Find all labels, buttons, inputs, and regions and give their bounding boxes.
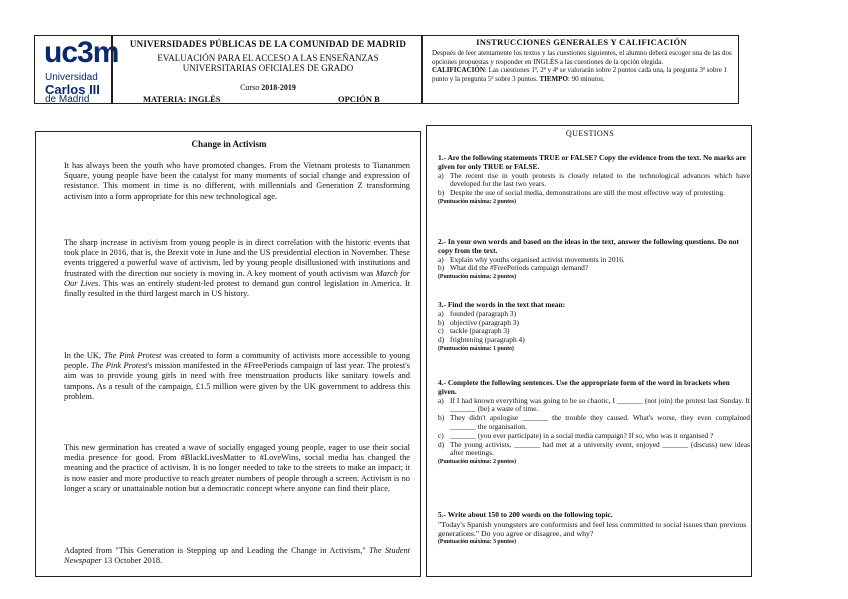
question-4-title: 4.- Complete the following sentences. Use the appropriate form of the word in brackets when given.	[438, 378, 730, 396]
exam-title-line2: UNIVERSITARIAS OFICIALES DE GRADO	[182, 63, 354, 73]
logo-text-line1: Universidad	[45, 72, 98, 83]
question-4-points: (Puntuación máxima: 2 puntos)	[438, 459, 517, 466]
logo-text-line2: Carlos III	[45, 82, 100, 97]
question-2	[438, 238, 750, 282]
university-cell	[112, 35, 422, 104]
instructions-text: Después de leer atentamente los textos y las cuestiones siguientes, el alumno deberá escoger una de las dos opciones propuestas y responder en INGLÉS a las cuestiones de la opción elegida. CALIFICACIÓN: Las cuestiones 1ª, 2ª y 4ª se valorarán sobre 2 puntos cada una, la pregunta 3ª sobre 1 punto y la pregunta 5ª sobre 3 puntos. TIEMPO: 90 minutos.	[432, 49, 732, 83]
academic-year: Curso 2018-2019	[240, 83, 296, 92]
question-3	[438, 301, 750, 354]
list-item: b) What did the #FreePeriods campaign demand?	[438, 263, 589, 273]
uc3m-logo: uc3m	[44, 36, 119, 69]
question-1-points: (Puntuación máxima: 2 puntos)	[438, 198, 517, 205]
list-item: c) _______ (you ever participate) in a social media campaign? If so, who was it organised ?	[438, 430, 714, 440]
questions-heading: QUESTIONS	[565, 129, 615, 138]
list-item: d) The young activists, _______ had met at a university event, enjoyed _______ (discuss) new ideas after meetings.	[438, 439, 750, 458]
list-item: a) If I had known everything was going to be so chaotic, I _______ (not join) the protest last Sunday. It _______ (be) a waste of time.	[438, 395, 750, 414]
list-item: b) Despite the use of social media, demonstrations are still the most effective way of protesting.	[438, 188, 725, 198]
question-5-title: 5.- Write about 150 to 200 words on the following topic.	[438, 510, 613, 519]
question-2-points: (Puntuación máxima: 2 puntos)	[438, 274, 517, 281]
list-item: b) objective (paragraph 3)	[438, 317, 519, 327]
exam-title-line1: EVALUACIÓN PARA EL ACCESO A LAS ENSEÑANZAS	[157, 53, 379, 63]
question-2-title: 2.- In your own words and based on the ideas in the text, answer the following questions. Do not copy from the text.	[438, 237, 739, 255]
list-item: c) tackle (paragraph 3)	[438, 326, 510, 336]
article-paragraph-4: This new germination has created a wave of socially engaged young people, eager to use their social media presence for good. From #BlackLivesMatter to #LoveWins, social media has changed the meaning and the practice of activism. It is no longer needed to take to the streets to make an impact; it is now easier and more productive to reach greater numbers of people through a screen. Activism is no longer a scary or unattainable notion but a democratic concept where anyone can find their place.	[64, 443, 410, 493]
article-title: Change in Activism	[191, 139, 267, 149]
list-item: d) frightening (paragraph 4)	[438, 335, 525, 345]
question-3-title: 3.- Find the words in the text that mean:	[438, 300, 566, 309]
question-3-points: (Puntuación máxima: 1 punto)	[438, 345, 514, 352]
questions-box	[426, 125, 752, 577]
question-5-points: (Puntuación máxima: 3 puntos)	[438, 538, 517, 545]
reading-text-box	[35, 131, 421, 577]
list-item: a) founded (paragraph 3)	[438, 308, 517, 318]
instructions-cell	[422, 35, 739, 104]
question-1	[438, 154, 750, 207]
question-4	[438, 379, 750, 467]
logo-cell	[34, 35, 119, 105]
article-paragraph-3: In the UK, The Pink Protest was created to form a community of activists more accessible to young people. The Pink Protest's mission manifested in the #FreePeriods campaign of last year. The protest's aim was to provide young girls in need with free menstruation products like sanitary towels and tampons. As a result of the campaign, £1.5 million were given by the UK government to address this problem.	[64, 351, 411, 401]
article-source: Adapted from "This Generation is Stepping up and Leading the Change in Activism," The Student Newspaper 13 October 2018.	[64, 546, 410, 566]
question-1-title: 1.- Are the following statements TRUE or FALSE? Copy the evidence from the text. No marks are given for only TRUE or FALSE.	[438, 153, 746, 171]
list-item: b) They didn't apologise _______ the trouble they caused. What's worse, they even complained _______ the organisation.	[438, 413, 750, 431]
list-item: a) Explain why youths organised activist movements in 2016.	[438, 254, 625, 264]
question-5-topic: "Today's Spanish youngsters are conformists and feel less committed to social issues than previous generations." Do you agree or disagree, and why?	[438, 519, 747, 538]
option-label: OPCIÓN B	[338, 94, 380, 104]
university-name: UNIVERSIDADES PÚBLICAS DE LA COMUNIDAD DE MADRID	[129, 39, 407, 49]
article-paragraph-2: The sharp increase in activism from young people is in direct correlation with the historic events that took place in 2016, that is, the Brexit vote in June and the US presidential election in November. These events triggered a powerful wave of activism, led by young people disillusioned with institutions and frustrated with the direction our society is moving in. A key moment of youth activism was March for Our Lives. This was an entirely student-led protest to demand gun control legislation in America. It finally resulted in the third largest march in US history.	[64, 238, 410, 299]
article-paragraph-1: It has always been the youth who have promoted changes. From the Vietnam protests to Tiananmen Square, young people have been the catalyst for many moments of social change and expression of resistance. This moment in time is no different, with millennials and Generation Z transforming activism into a form appropriate for this new technological age.	[64, 161, 410, 201]
subject-label: MATERIA: INGLÉS	[143, 94, 221, 104]
list-item: a) The recent rise in youth protests is closely related to the technological advances which have developed for the last two years.	[438, 170, 750, 189]
instructions-title: INSTRUCCIONES GENERALES Y CALIFICACIÓN	[476, 37, 687, 47]
question-5	[438, 511, 750, 547]
logo-text-line3: de Madrid	[45, 94, 90, 105]
